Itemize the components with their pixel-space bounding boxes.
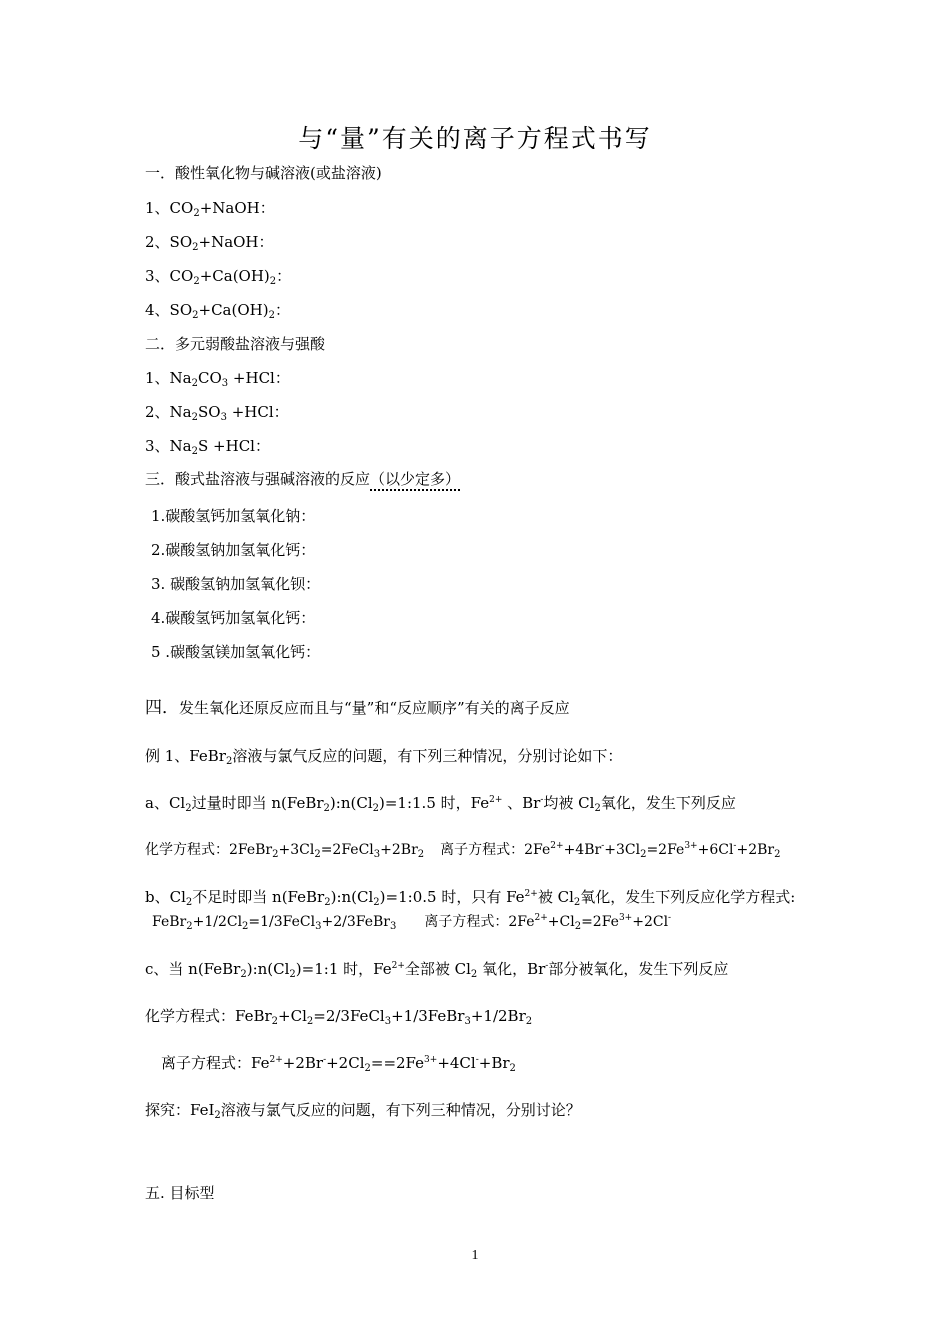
document-title: 与“量”有关的离子方程式书写 [298,124,652,153]
example-1-line: 例 1、FeBr$_2$溶液与氯气反应的问题，有下列三种情况，分别讨论如下： [145,747,623,767]
page-number: 1 [471,1248,479,1263]
section-1-item-3: 3、$CO_2+Ca(OH)_2$： [145,267,292,287]
section-3-item-4: 4.碳酸氢钙加氢氧化钙： [151,609,316,627]
emphasis-note: （以少定多） [370,470,460,491]
case-b-line: b、$Cl_2$不足时即当 $n(FeBr_2):n(Cl_2)=1:0.5$ 时，只有 $Fe^{2+}$被 $Cl_2$氧化，发生下列反应化学方程式: [145,888,796,908]
case-b-equations: $FeBr_2+1/2Cl_2=1/3FeCl_3+2/3FeBr_3$ 离子方程式：$2Fe^{2+}+Cl_2=2Fe^{3+}+2Cl^-$ [152,913,672,932]
section-3-item-2: 2.碳酸氢钠加氢氧化钙： [151,541,316,559]
section-1-item-1: 1、$CO_2+NaOH$： [145,199,275,219]
section-1-item-2: 2、$SO_2+NaOH$： [145,233,274,253]
case-c-ionic-equation: 离子方程式：$Fe^{2+}+2Br^-+2Cl_2==2Fe^{3+}+4Cl^-+Br_2$ [161,1054,516,1074]
section-3-item-1: 1.碳酸氢钙加氢氧化钠： [151,507,316,525]
section-2-item-2: 2、$Na_2SO_3 +HCl$： [145,403,289,423]
section-1-heading: 一．酸性氧化物与碱溶液(或盐溶液) [145,164,382,182]
section-3-item-3: 3. 碳酸氢钠加氢氧化钡： [151,575,321,593]
explore-line: 探究：FeI$_2$溶液与氯气反应的问题，有下列三种情况，分别讨论？ [145,1101,581,1121]
section-2-heading: 二．多元弱酸盐溶液与强酸 [145,335,326,353]
case-c-line: c、当 $n(FeBr_2):n(Cl_2)=1:1$ 时，$Fe^{2+}$全部被 $Cl_2$ 氧化，Br-部分被氧化，发生下列反应 [145,960,729,980]
case-c-chemical-equation: 化学方程式：$FeBr_2+Cl_2=2/3FeCl_3+1/3FeBr_3+1/2Br_2$ [145,1007,533,1027]
case-a-equations: 化学方程式：$2FeBr_2+3Cl_2=2FeCl_3+2Br_2$ 离子方程式：$2Fe^{2+}+4Br^-+3Cl_2=2Fe^{3+}+6Cl^-+2Br_2$ [145,841,781,860]
case-a-line: a、$Cl_2$过量时即当 $n(FeBr_2):n(Cl_2)=1:1.5$ 时，$Fe^{2+}$ 、Br-均被 $Cl_2$氧化，发生下列反应 [145,794,736,814]
section-3-heading: 三．酸式盐溶液与强碱溶液的反应（以少定多） [145,469,460,489]
section-4-heading: 四．发生氧化还原反应而且与“量”和“反应顺序”有关的离子反应 [145,698,570,718]
section-1-item-4: 4、$SO_2+Ca(OH)_2$： [145,301,290,321]
section-3-item-5: 5 .碳酸氢镁加氢氧化钙： [151,643,321,661]
section-2-item-3: 3、$Na_2S +HCl$： [145,437,270,457]
section-2-item-1: 1、$Na_2CO_3 +HCl$： [145,369,290,389]
section-5-heading: 五. 目标型 [145,1184,215,1202]
